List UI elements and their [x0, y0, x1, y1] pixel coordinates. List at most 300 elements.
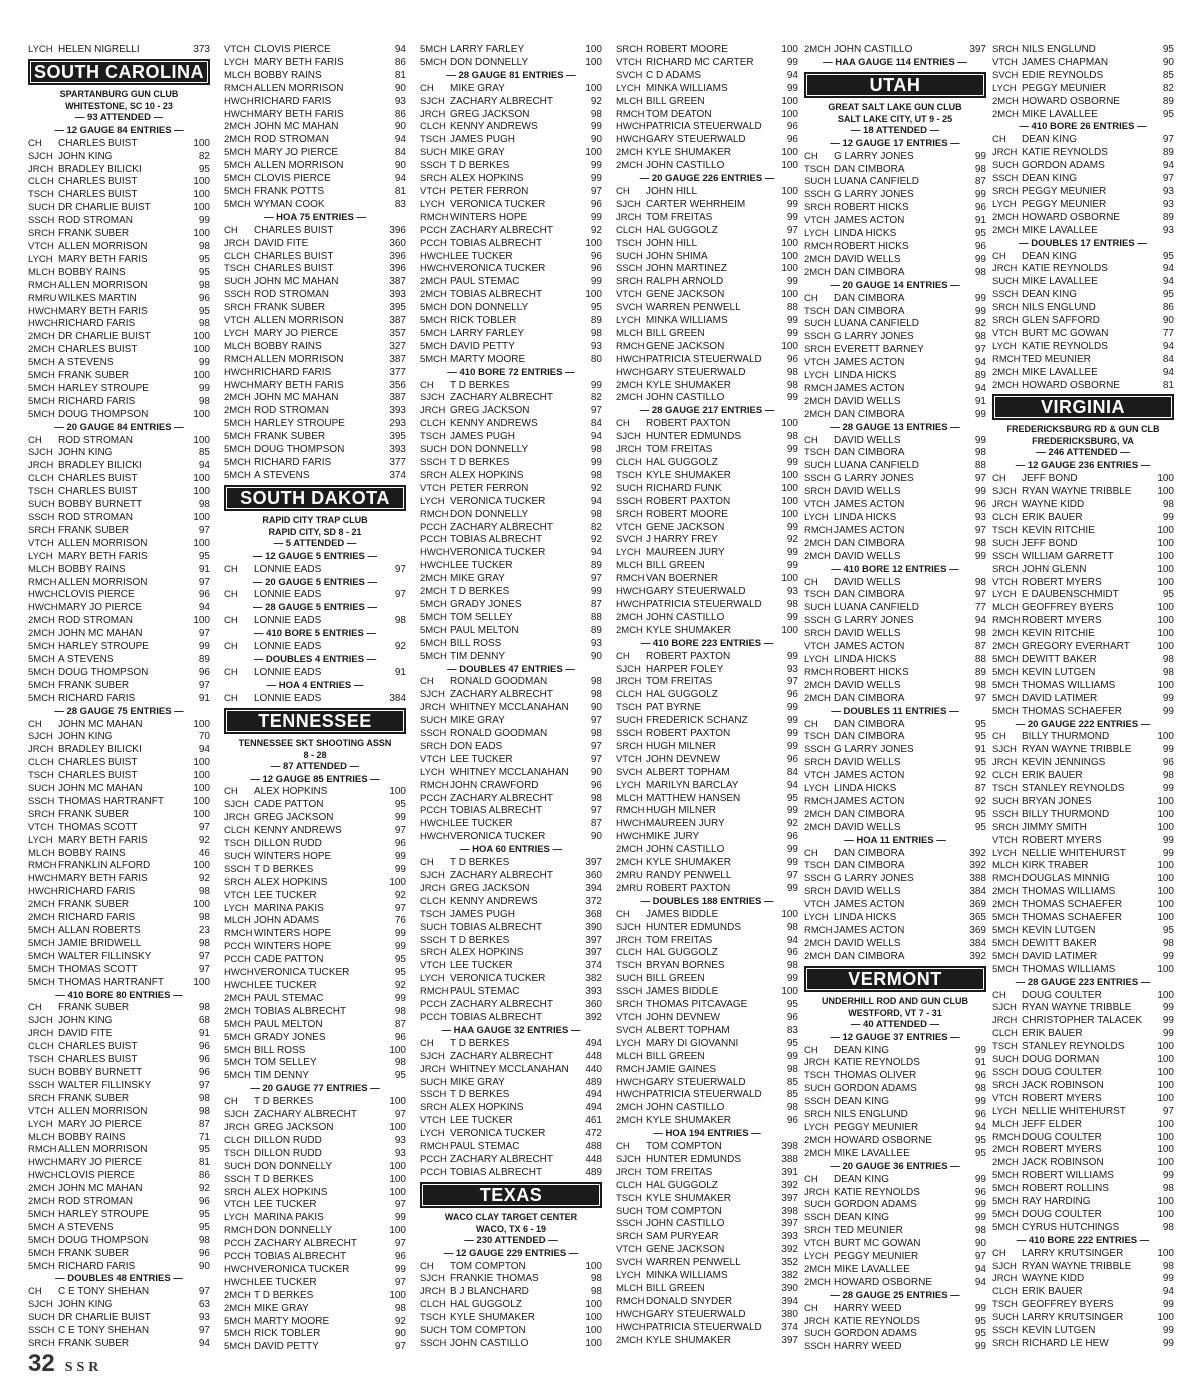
shooter-name: BILLY THURMOND: [1022, 808, 1110, 820]
shooter-name: LEE TUCKER: [254, 980, 317, 991]
shooter-name: JACK ROBINSON: [1022, 1079, 1104, 1091]
shooter-name: JIMMY SMITH: [1022, 821, 1087, 833]
category-code: LYCH: [616, 82, 641, 94]
category-code: 2MCH: [804, 1276, 831, 1288]
shooter-name: TOM FREITAS: [646, 676, 713, 688]
score: 81: [394, 69, 406, 81]
category-code: SRCH: [804, 344, 831, 356]
score: 98: [786, 379, 798, 391]
score: 92: [974, 795, 986, 807]
category-code: SVCH: [616, 1257, 643, 1269]
score: 85: [1162, 69, 1174, 81]
category-code: TSCH: [224, 838, 250, 850]
shooter-name: TOBIAS ALBRECHT: [450, 921, 543, 933]
score: 92: [590, 95, 602, 107]
category-code: SSCH: [804, 615, 831, 627]
category-code: SSCH: [420, 934, 447, 946]
result-row: [616, 1206, 798, 1219]
shooter-name: DOUG THOMPSON: [58, 1234, 149, 1246]
category-code: SSCH: [992, 1325, 1019, 1337]
score: 99: [974, 434, 986, 446]
shooter-name: MIKE GRAY: [450, 715, 505, 727]
result-row: [616, 909, 798, 922]
result-row: [616, 1064, 798, 1077]
category-code: RMCH: [616, 1063, 645, 1075]
shooter-name: GREG JACKSON: [450, 882, 530, 894]
category-code: JRCH: [420, 702, 446, 714]
shooter-name: ALLEN MORRISON: [254, 353, 344, 365]
score: 89: [198, 653, 210, 665]
category-code: HWCH: [616, 831, 646, 843]
score: 99: [786, 211, 798, 223]
category-code: 5MCH: [420, 353, 447, 365]
shooter-name: MIKE GRAY: [450, 82, 505, 94]
category-code: TSCH: [224, 263, 250, 275]
result-row: [28, 1261, 210, 1274]
result-row: [224, 1174, 406, 1187]
score: 98: [974, 679, 986, 691]
shooter-name: DAVID WELLS: [834, 757, 901, 769]
shooter-name: KEVIN LUTGEN: [1022, 666, 1096, 678]
category-code: 5MCH: [28, 1234, 55, 1246]
shooter-name: JAMES ACTON: [834, 357, 905, 369]
shooter-name: RYAN WAYNE TRIBBLE: [1022, 744, 1132, 756]
shooter-name: BILL GREEN: [646, 973, 705, 985]
category-code: SSCH: [28, 1079, 55, 1091]
result-row: [224, 667, 406, 680]
shooter-name: DOUG THOMPSON: [58, 408, 149, 420]
category-code: 2MCH: [420, 289, 447, 301]
shooter-name: CHARLES BUIST: [58, 1041, 138, 1053]
category-code: 5MCH: [28, 641, 55, 653]
category-code: CH: [420, 82, 434, 94]
score: 393: [389, 405, 406, 417]
category-code: 5MCH: [992, 1208, 1019, 1220]
shooter-name: HUNTER EDMUNDS: [646, 921, 741, 933]
category-code: SJCH: [992, 1260, 1017, 1272]
result-row: [28, 1119, 210, 1132]
result-row: [616, 1141, 798, 1154]
score: 82: [198, 150, 210, 162]
category-code: 2MCH: [224, 392, 251, 404]
result-row: [992, 912, 1174, 925]
result-row: [224, 812, 406, 825]
score: 84: [394, 147, 406, 159]
category-code: JRCH: [992, 757, 1018, 769]
category-code: TSCH: [804, 447, 830, 459]
shooter-name: PATRICIA STEUERWALD: [646, 598, 762, 610]
result-row: [992, 757, 1174, 770]
shooter-name: CHARLES BUIST: [254, 250, 334, 262]
result-row: [420, 1128, 602, 1141]
score: 327: [389, 340, 406, 352]
shooter-name: HAL GUGGOLZ: [646, 947, 718, 959]
score: 396: [389, 250, 406, 262]
result-row: [224, 799, 406, 812]
shooter-name: ZACHARY ALBRECHT: [450, 792, 553, 804]
category-code: 5MCH: [224, 1057, 251, 1069]
score: 98: [394, 1057, 406, 1069]
shooter-name: G LARRY JONES: [834, 873, 914, 885]
category-code: HWCH: [420, 818, 450, 830]
category-code: 5MCH: [420, 340, 447, 352]
result-row: [804, 331, 986, 344]
category-code: 5MCH: [420, 315, 447, 327]
category-code: CLCH: [420, 121, 446, 133]
category-code: MLCH: [28, 847, 55, 859]
category-code: LYCH: [224, 56, 249, 68]
score: 95: [1162, 44, 1174, 55]
category-code: SRCH: [992, 1338, 1019, 1349]
score: 92: [394, 889, 406, 901]
score: 98: [786, 431, 798, 443]
shooter-name: DAVID WELLS: [834, 576, 901, 588]
result-row: [224, 928, 406, 941]
score: 100: [1157, 1092, 1174, 1104]
result-row: [224, 1316, 406, 1329]
category-code: VTCH: [420, 482, 446, 494]
result-row: [420, 1325, 602, 1338]
result-row: [992, 796, 1174, 809]
category-code: 2MCH: [28, 912, 55, 924]
result-row: [804, 1096, 986, 1109]
shooter-name: MAUREEN JURY: [646, 818, 725, 830]
result-row: [804, 1109, 986, 1122]
event-heading: — 20 GAUGE 36 ENTRIES —: [830, 1160, 960, 1172]
shooter-name: JOHN MC MAHAN: [58, 628, 143, 640]
category-code: CH: [804, 847, 818, 859]
result-row: [616, 44, 798, 57]
result-row: [616, 109, 798, 122]
category-code: HWCH: [224, 967, 254, 979]
result-row: [804, 1316, 986, 1329]
shooter-name: RICHARD FARIS: [58, 692, 136, 704]
shooter-name: JAMIE GAINES: [646, 1063, 717, 1075]
score: 94: [394, 134, 406, 146]
score: 97: [974, 473, 986, 485]
score: 99: [1162, 834, 1174, 846]
shooter-name: THOMAS SCOTT: [58, 963, 138, 975]
score: 88: [974, 653, 986, 665]
shooter-name: GARY STEUERWALD: [646, 1308, 746, 1320]
result-row: [28, 938, 210, 951]
score: 100: [1157, 821, 1174, 833]
shooter-name: GENE JACKSON: [646, 1244, 725, 1256]
result-row: [992, 1157, 1174, 1170]
score: 99: [394, 992, 406, 1004]
shooter-name: C E TONY SHEHAN: [58, 1286, 150, 1298]
shooter-name: MARTY MOORE: [254, 1315, 330, 1327]
category-code: VTCH: [420, 1115, 446, 1127]
result-row: [804, 499, 986, 512]
score: 98: [198, 1105, 210, 1117]
category-code: VTCH: [804, 499, 830, 511]
category-code: 2MCH: [224, 1005, 251, 1017]
score: 96: [974, 240, 986, 252]
score: 461: [585, 1115, 602, 1127]
category-code: 2MCH: [992, 641, 1019, 653]
score: 98: [590, 728, 602, 740]
shooter-name: MIKE LAVALLEE: [834, 1263, 910, 1275]
category-code: SRCH: [992, 315, 1019, 327]
shooter-name: BURT MC GOWAN: [1022, 327, 1109, 339]
result-row: [804, 1070, 986, 1083]
shooter-name: MAUREEN JURY: [646, 547, 725, 559]
score: 99: [1162, 1015, 1174, 1027]
category-code: JRCH: [224, 812, 250, 824]
result-row: [804, 383, 986, 396]
result-row: [224, 1251, 406, 1264]
result-row: [420, 315, 602, 328]
category-code: TSCH: [28, 486, 54, 498]
shooter-name: EDIE REYNOLDS: [1022, 69, 1104, 81]
shooter-name: BILL ROSS: [254, 1044, 306, 1056]
category-code: 5MCH: [28, 653, 55, 665]
result-row: [992, 199, 1174, 212]
result-row: [804, 822, 986, 835]
score: 489: [585, 1166, 602, 1178]
shooter-name: LONNIE EADS: [254, 641, 322, 653]
club-name: RAPID CITY TRAP CLUB: [262, 514, 368, 525]
category-code: SUCH: [804, 1083, 831, 1095]
result-row: [804, 254, 986, 267]
shooter-name: THOMAS SCHAEFER: [1022, 912, 1123, 924]
result-row: [992, 925, 1174, 938]
score: 97: [974, 1251, 986, 1263]
score: 360: [585, 870, 602, 881]
score: 98: [198, 937, 210, 949]
shooter-name: ALLEN MORRISON: [254, 315, 344, 327]
result-row: [616, 831, 798, 844]
shooter-name: ZACHARY ALBRECHT: [450, 521, 553, 533]
result-row: [992, 641, 1174, 654]
score: 99: [590, 121, 602, 133]
category-code: CH: [420, 379, 434, 391]
score: 100: [1157, 1118, 1174, 1130]
result-row: [224, 615, 406, 628]
club-name: UNDERHILL ROD AND GUN CLUB: [822, 995, 968, 1006]
score: 97: [974, 524, 986, 536]
score: 392: [969, 860, 986, 872]
shooter-name: HELEN NIGRELLI: [58, 44, 140, 55]
result-row: [224, 276, 406, 289]
shooter-name: KYLE SHUMAKER: [646, 1192, 732, 1204]
result-row: [224, 1109, 406, 1122]
result-row: [616, 263, 798, 276]
shooter-name: MIKE GRAY: [450, 1076, 505, 1088]
score: 99: [786, 521, 798, 533]
score: 93: [590, 637, 602, 649]
result-row: [420, 547, 602, 560]
category-code: CH: [992, 473, 1006, 485]
score: 82: [590, 521, 602, 533]
category-code: LYCH: [804, 783, 829, 795]
category-code: LYCH: [420, 495, 445, 507]
category-code: HWCH: [224, 366, 254, 378]
score: 96: [198, 292, 210, 304]
result-row: [420, 1051, 602, 1064]
result-row: [420, 1064, 602, 1077]
score: 97: [590, 740, 602, 752]
result-row: [224, 1187, 406, 1200]
shooter-name: KENNY ANDREWS: [254, 825, 342, 837]
shooter-name: T D BERKES: [254, 863, 314, 875]
result-row: [616, 431, 798, 444]
result-row: [224, 1148, 406, 1161]
shooter-name: CLOVIS PIERCE: [58, 1170, 135, 1182]
score: 396: [389, 224, 406, 236]
category-code: SUCH: [804, 1199, 831, 1211]
score: 98: [974, 331, 986, 343]
shooter-name: STANLEY REYNOLDS: [1022, 783, 1125, 795]
result-row: [616, 380, 798, 393]
score: 98: [198, 1234, 210, 1246]
shooter-name: CADE PATTON: [254, 799, 324, 811]
shooter-name: MARY BETH FARIS: [254, 56, 344, 68]
result-row: [804, 44, 986, 57]
shooter-name: FRANKLIN ALFORD: [58, 860, 151, 872]
state-heading: SOUTH CAROLINA: [28, 59, 210, 85]
category-code: SUCH: [992, 795, 1019, 807]
shooter-name: RICHARD LE HEW: [1022, 1338, 1109, 1349]
score: 388: [781, 1153, 798, 1165]
result-row: [992, 96, 1174, 109]
shooter-name: ROBERT MOORE: [646, 44, 728, 55]
score: 100: [1157, 1208, 1174, 1220]
score: 95: [974, 821, 986, 833]
shooter-name: JOHN MC MAHAN: [58, 783, 143, 795]
category-code: SUCH: [224, 850, 251, 862]
shooter-name: THOMAS SCHAEFER: [1022, 899, 1123, 911]
category-code: LYCH: [224, 327, 249, 339]
shooter-name: ALLEN MORRISON: [254, 82, 344, 94]
shooter-name: ROBERT MYERS: [1022, 1092, 1102, 1104]
result-row: [616, 947, 798, 960]
event-heading: — 20 GAUGE 14 ENTRIES —: [830, 279, 960, 291]
shooter-name: T D BERKES: [450, 934, 510, 946]
score: 99: [1162, 744, 1174, 756]
results-column: [616, 44, 798, 1354]
shooter-name: ROBERT WILLIAMS: [1022, 1170, 1114, 1182]
shooter-name: JOHN CASTILLO: [646, 160, 725, 172]
result-row: [804, 409, 986, 422]
score: 93: [1162, 224, 1174, 236]
category-code: HWCH: [616, 1321, 646, 1333]
result-row: [28, 589, 210, 602]
result-row: [992, 551, 1174, 564]
category-code: CH: [804, 434, 818, 446]
event-heading: — 12 GAUGE 17 ENTRIES —: [830, 137, 960, 149]
result-row: [616, 186, 798, 199]
shooter-name: THOMAS OLIVER: [834, 1070, 917, 1082]
shooter-name: WHITNEY MCCLANAHAN: [450, 766, 569, 778]
shooter-name: TOBIAS ALBRECHT: [450, 805, 543, 817]
shooter-name: KYLE SHUMAKER: [646, 1115, 732, 1127]
category-code: HWCH: [616, 1089, 646, 1101]
result-row: [28, 1041, 210, 1054]
result-row: [616, 922, 798, 935]
result-row: [224, 864, 406, 877]
shooter-name: TOBIAS ALBRECHT: [254, 1005, 347, 1017]
shooter-name: MARY BETH FARIS: [58, 305, 148, 317]
category-code: 2MCH: [616, 857, 643, 869]
score: 99: [786, 560, 798, 572]
shooter-name: MARY BETH FARIS: [58, 834, 148, 846]
shooter-name: DAN CIMBORA: [834, 731, 905, 743]
event-heading: — 12 GAUGE 229 ENTRIES —: [443, 1247, 579, 1259]
score: 384: [969, 937, 986, 949]
shooter-name: BRADLEY BILICKI: [58, 163, 142, 175]
category-code: SUCH: [224, 276, 251, 288]
result-row: [420, 651, 602, 664]
category-code: SRCH: [616, 276, 643, 288]
result-row: [804, 1199, 986, 1212]
shooter-name: LARRY FARLEY: [450, 327, 525, 339]
shooter-name: J HARRY FREY: [646, 534, 718, 546]
result-row: [804, 1135, 986, 1148]
result-row: [224, 44, 406, 57]
category-code: JRCH: [992, 1015, 1018, 1027]
shooter-name: ALLEN MORRISON: [58, 240, 148, 252]
score: 92: [198, 834, 210, 846]
result-row: [992, 289, 1174, 302]
score: 84: [590, 418, 602, 430]
shooter-name: GREGORY EVERHART: [1022, 641, 1130, 653]
shooter-name: THOMAS PITCAVAGE: [646, 999, 748, 1011]
results-column: [28, 44, 210, 1354]
score: 373: [193, 44, 210, 55]
category-code: RMCH: [992, 873, 1021, 885]
shooter-name: HOWARD OSBORNE: [834, 1276, 932, 1288]
result-row: [420, 1273, 602, 1286]
category-code: VTCH: [804, 770, 830, 782]
result-row: [992, 1093, 1174, 1106]
category-code: RMCH: [616, 340, 645, 352]
category-code: SRCH: [420, 173, 447, 185]
result-row: [804, 435, 986, 448]
category-code: 5MCH: [420, 637, 447, 649]
category-code: SVCH: [616, 1024, 643, 1036]
result-row: [804, 1122, 986, 1135]
score: 90: [590, 134, 602, 146]
category-code: CH: [28, 1002, 42, 1014]
shooter-name: DAN CIMBORA: [834, 950, 905, 962]
result-row: [28, 460, 210, 473]
shooter-name: TOM FREITAS: [646, 934, 713, 946]
result-row: [28, 435, 210, 448]
category-code: CLCH: [616, 457, 642, 468]
score: 100: [781, 263, 798, 275]
category-code: RMCH: [804, 524, 833, 536]
shooter-name: DON DONNELLY: [450, 508, 529, 520]
score: 90: [1162, 56, 1174, 68]
score: 99: [786, 1050, 798, 1062]
shooter-name: ALLEN MORRISON: [254, 160, 344, 172]
event-heading: — HOA 194 ENTRIES —: [653, 1128, 761, 1140]
event-heading: — 28 GAUGE 75 ENTRIES —: [54, 705, 184, 717]
category-code: SJCH: [28, 1015, 53, 1027]
category-code: VTCH: [992, 327, 1018, 339]
shooter-name: DAN CIMBORA: [834, 808, 905, 820]
result-row: [28, 680, 210, 693]
score: 96: [974, 499, 986, 511]
score: 99: [786, 805, 798, 817]
category-code: HWCH: [224, 108, 254, 120]
shooter-name: MARY DI GIOVANNI: [646, 1037, 739, 1049]
score: 100: [1157, 628, 1174, 640]
category-code: SUCH: [420, 147, 447, 159]
shooter-name: VAN BOERNER: [646, 573, 719, 585]
